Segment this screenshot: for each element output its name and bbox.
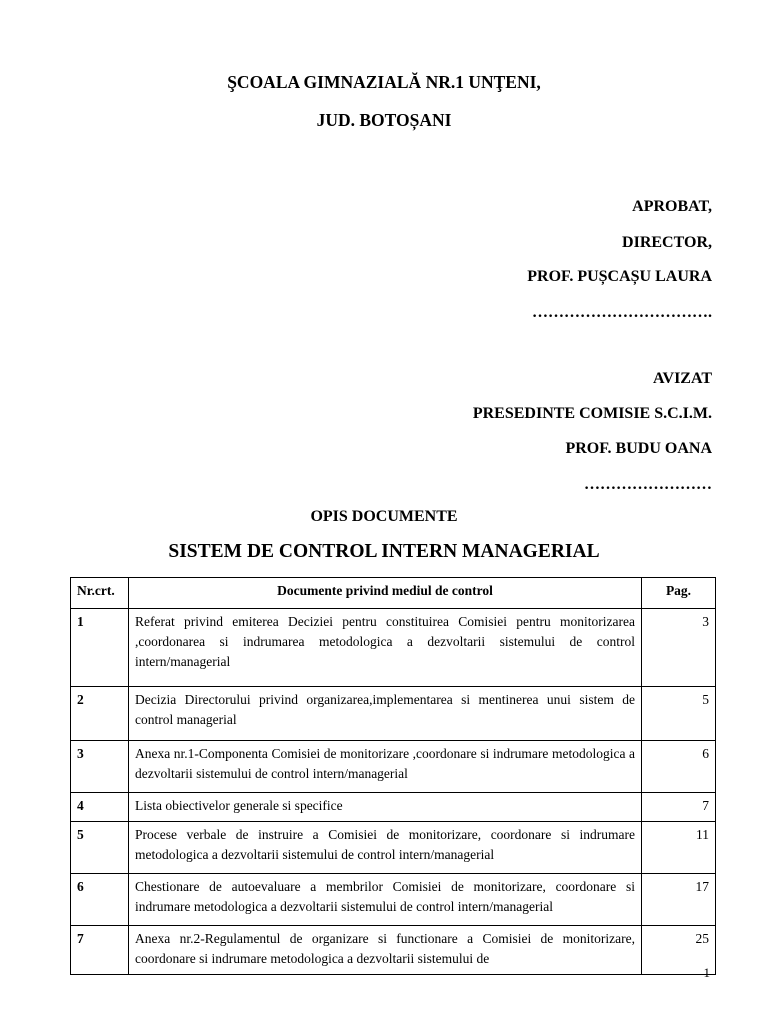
row-page: 17 — [642, 874, 716, 926]
document-title: OPIS DOCUMENTE — [310, 508, 458, 525]
row-document: Lista obiectivelor generale si specifice — [129, 793, 642, 822]
row-document: Procese verbale de instruire a Comisiei de monitorizare, coordonare si indrumare metodologica a dezvoltarii sistemului de control intern/managerial — [129, 822, 642, 874]
endorsement-signature-line: …………………… — [584, 476, 712, 493]
row-document: Anexa nr.1-Componenta Comisiei de monitorizare ,coordonare si indrumare metodologica a dezvoltarii sistemului de control intern/managerial — [129, 741, 642, 793]
table-row — [71, 741, 716, 793]
header-page: Pag. — [642, 578, 716, 609]
row-page: 11 — [642, 822, 716, 874]
approval-signature-line: ……………………………. — [532, 304, 712, 321]
row-number: 1 — [71, 609, 129, 687]
row-document: Chestionare de autoevaluare a membrilor Comisiei de monitorizare, coordonare si indrumare metodologica a dezvoltarii sistemului de control intern/managerial — [129, 874, 642, 926]
school-name: ŞCOALA GIMNAZIALĂ NR.1 UNŢENI, — [227, 72, 541, 92]
page-number: 1 — [703, 965, 710, 980]
row-number: 5 — [71, 822, 129, 874]
approval-label: APROBAT, — [632, 198, 712, 215]
documents-table — [70, 577, 716, 975]
table-row — [71, 926, 716, 975]
approval-name: PROF. PUȘCAȘU LAURA — [527, 268, 712, 285]
table-row — [71, 687, 716, 741]
approval-role: DIRECTOR, — [622, 234, 712, 251]
row-number: 3 — [71, 741, 129, 793]
endorsement-role: PRESEDINTE COMISIE S.C.I.M. — [472, 405, 712, 422]
row-page: 3 — [642, 609, 716, 687]
row-page: 6 — [642, 741, 716, 793]
row-number: 2 — [71, 687, 129, 741]
table-row — [71, 609, 716, 687]
row-number: 7 — [71, 926, 129, 975]
row-number: 6 — [71, 874, 129, 926]
endorsement-name: PROF. BUDU OANA — [565, 440, 712, 457]
table-row — [71, 874, 716, 926]
row-document: Anexa nr.2-Regulamentul de organizare si functionare a Comisiei de monitorizare, coordonare si indrumare metodologica a dezvoltarii sistemului de — [129, 926, 642, 975]
row-page: 7 — [642, 793, 716, 822]
header-documents: Documente privind mediul de control — [129, 578, 642, 609]
row-number: 4 — [71, 793, 129, 822]
row-page: 25 — [642, 926, 716, 975]
table-row — [71, 793, 716, 822]
county-name: JUD. BOTOȘANI — [316, 110, 452, 130]
row-page: 5 — [642, 687, 716, 741]
endorsement-label: AVIZAT — [653, 370, 712, 387]
header-nr: Nr.crt. — [71, 578, 129, 609]
table-row — [71, 822, 716, 874]
document-subtitle: SISTEM DE CONTROL INTERN MANAGERIAL — [168, 541, 600, 562]
row-document: Decizia Directorului privind organizarea,implementarea si mentinerea unui sistem de control managerial — [129, 687, 642, 741]
table-header-row — [71, 578, 716, 609]
row-document: Referat privind emiterea Deciziei pentru constituirea Comisiei pentru monitorizarea ,coordonarea si indrumarea metodologica a dezvoltarii sistemului de control intern/managerial — [129, 609, 642, 687]
